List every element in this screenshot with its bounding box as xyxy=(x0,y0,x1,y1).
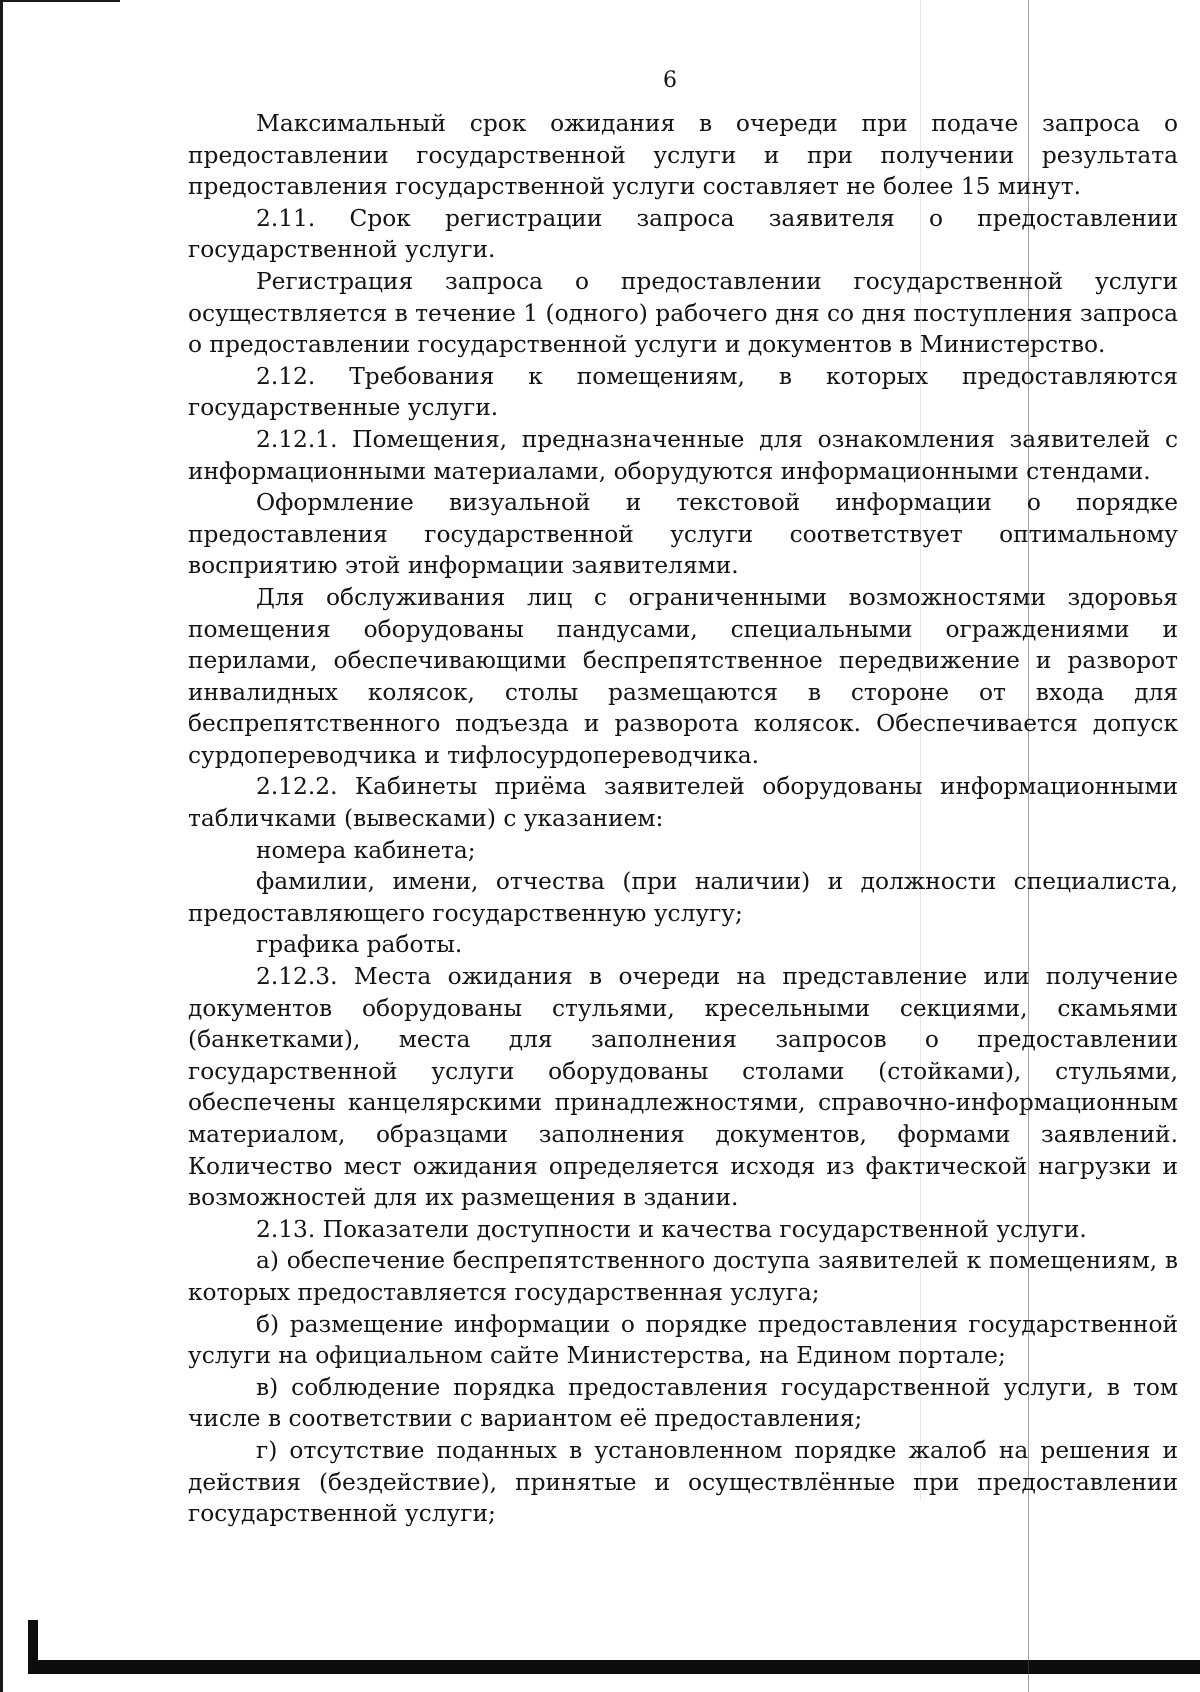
paragraph-2-12-3: 2.12.3. Места ожидания в очереди на представление или получение документов оборудованы стульями, кресельными секциями, скамьями (банкетками), места для заполнения запросов о предоставлении государственной услуги оборудованы столами (стойками), стульями, обеспечены канцелярскими принадлежностями, справочно-информационным материалом, образцами заполнения документов, формами заявлений. Количество мест ожидания определяется исходя из фактической нагрузки и возможностей для их размещения в здании. xyxy=(188,963,1178,1212)
paragraph-accessibility: Для обслуживания лиц с ограниченными возможностями здоровья помещения оборудованы пандусами, специальными ограждениями и перилами, обеспечивающими беспрепятственное передвижение и разворот инвалидных колясок, столы размещаются в стороне от входа для беспрепятственного подъезда и разворота колясок. Обеспечивается допуск сурдопереводчика и тифлосурдопереводчика. xyxy=(188,583,1178,769)
paragraph-visual-info: Оформление визуальной и текстовой информации о порядке предоставления государственной услуги соответствует оптимальному восприятию этой информации заявителями. xyxy=(188,489,1178,580)
paragraph-2-12-heading: 2.12. Требования к помещениям, в которых предоставляются государственные услуги. xyxy=(188,362,1178,422)
paragraph-2-12-1: 2.12.1. Помещения, предназначенные для ознакомления заявителей с информационными материалами, оборудуются информационными стендами. xyxy=(188,425,1178,485)
paragraph-registration: Регистрация запроса о предоставлении государственной услуги осуществляется в течение 1 (одного) рабочего дня со дня поступления запроса о предоставлении государственной услуги и документов в Министерство. xyxy=(188,267,1178,359)
scan-frame-top xyxy=(0,0,120,2)
list-item-schedule: графика работы. xyxy=(256,931,463,959)
paragraph-waiting-time: Максимальный срок ожидания в очереди при подаче запроса о предоставлении государственной услуги и при получении результата предоставления государственной услуги составляет не более 15 минут. xyxy=(188,110,1178,201)
list-item-office-number: номера кабинета; xyxy=(256,836,476,864)
list-item-specialist-name: фамилии, имени, отчества (при наличии) и должности специалиста, предоставляющего государственную услугу; xyxy=(188,868,1178,927)
document-body xyxy=(188,108,1178,1530)
list-item-g: г) отсутствие поданных в установленном порядке жалоб на решения и действия (бездействие), принятые и осуществлённые при предоставлении государственной услуги; xyxy=(188,1436,1178,1528)
list-item-a: а) обеспечение беспрепятственного доступа заявителей к помещениям, в которых предоставляется государственная услуга; xyxy=(188,1247,1178,1306)
list-item-v: в) соблюдение порядка предоставления государственной услуги, в том числе в соответствии с вариантом её предоставления; xyxy=(188,1373,1178,1433)
page-number: 6 xyxy=(663,68,677,93)
scan-frame-left xyxy=(0,0,3,1692)
paragraph-2-12-2: 2.12.2. Кабинеты приёма заявителей оборудованы информационными табличками (вывесками) с указанием: xyxy=(188,773,1178,833)
scan-frame-bottom xyxy=(28,1660,1200,1674)
list-item-b: б) размещение информации о порядке предоставления государственной услуги на официальном сайте Министерства, на Едином портале; xyxy=(188,1310,1178,1370)
paragraph-2-13-heading: 2.13. Показатели доступности и качества государственной услуги. xyxy=(256,1215,1087,1243)
scan-frame-bottom-corner xyxy=(28,1620,38,1674)
paragraph-2-11-heading: 2.11. Срок регистрации запроса заявителя о предоставлении государственной услуги. xyxy=(188,204,1178,264)
